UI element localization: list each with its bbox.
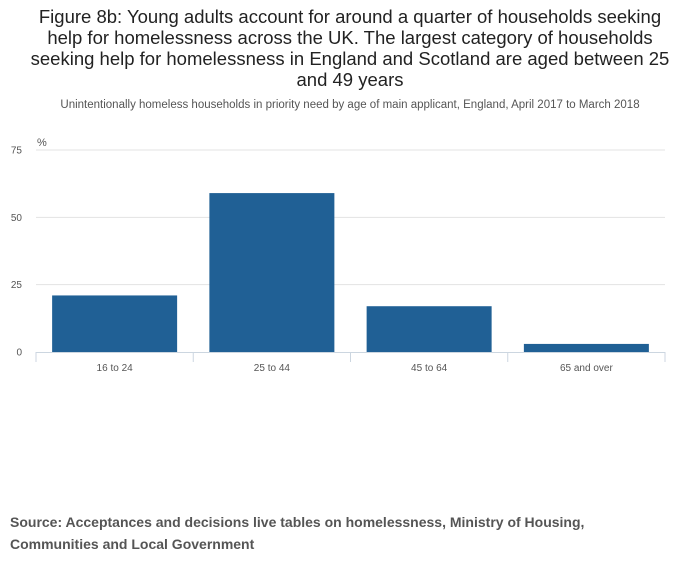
x-tick-label: 16 to 24 [96,363,133,374]
chart-title: Figure 8b: Young adults account for around a quarter of households seeking help for homelessness across the UK. The largest category of households seeking help for homelessness in England and Scotland are aged between 25 and 49 years [30,6,670,90]
source-note: Source: Acceptances and decisions live tables on homelessness, Ministry of Housing, Communities and Local Government [10,514,585,552]
bar-chart [0,130,700,380]
y-tick-label: 0 [16,347,22,359]
y-tick-label: 50 [10,212,22,224]
y-tick-label: 75 [10,145,22,157]
x-tick-label: 65 and over [559,363,613,374]
x-tick-label: 45 to 64 [411,363,448,374]
y-axis-unit: % [37,137,47,149]
bar-16-to-24 [52,295,177,352]
bar-25-to-44 [209,193,334,352]
bar-45-to-64 [367,306,492,352]
y-tick-label: 25 [10,280,22,292]
x-tick-label: 25 to 44 [253,363,290,374]
chart-subtitle: Unintentionally homeless households in priority need by age of main applicant, England, April 2017 to March 2018 [60,99,640,111]
bar-65-and-over [524,344,649,352]
